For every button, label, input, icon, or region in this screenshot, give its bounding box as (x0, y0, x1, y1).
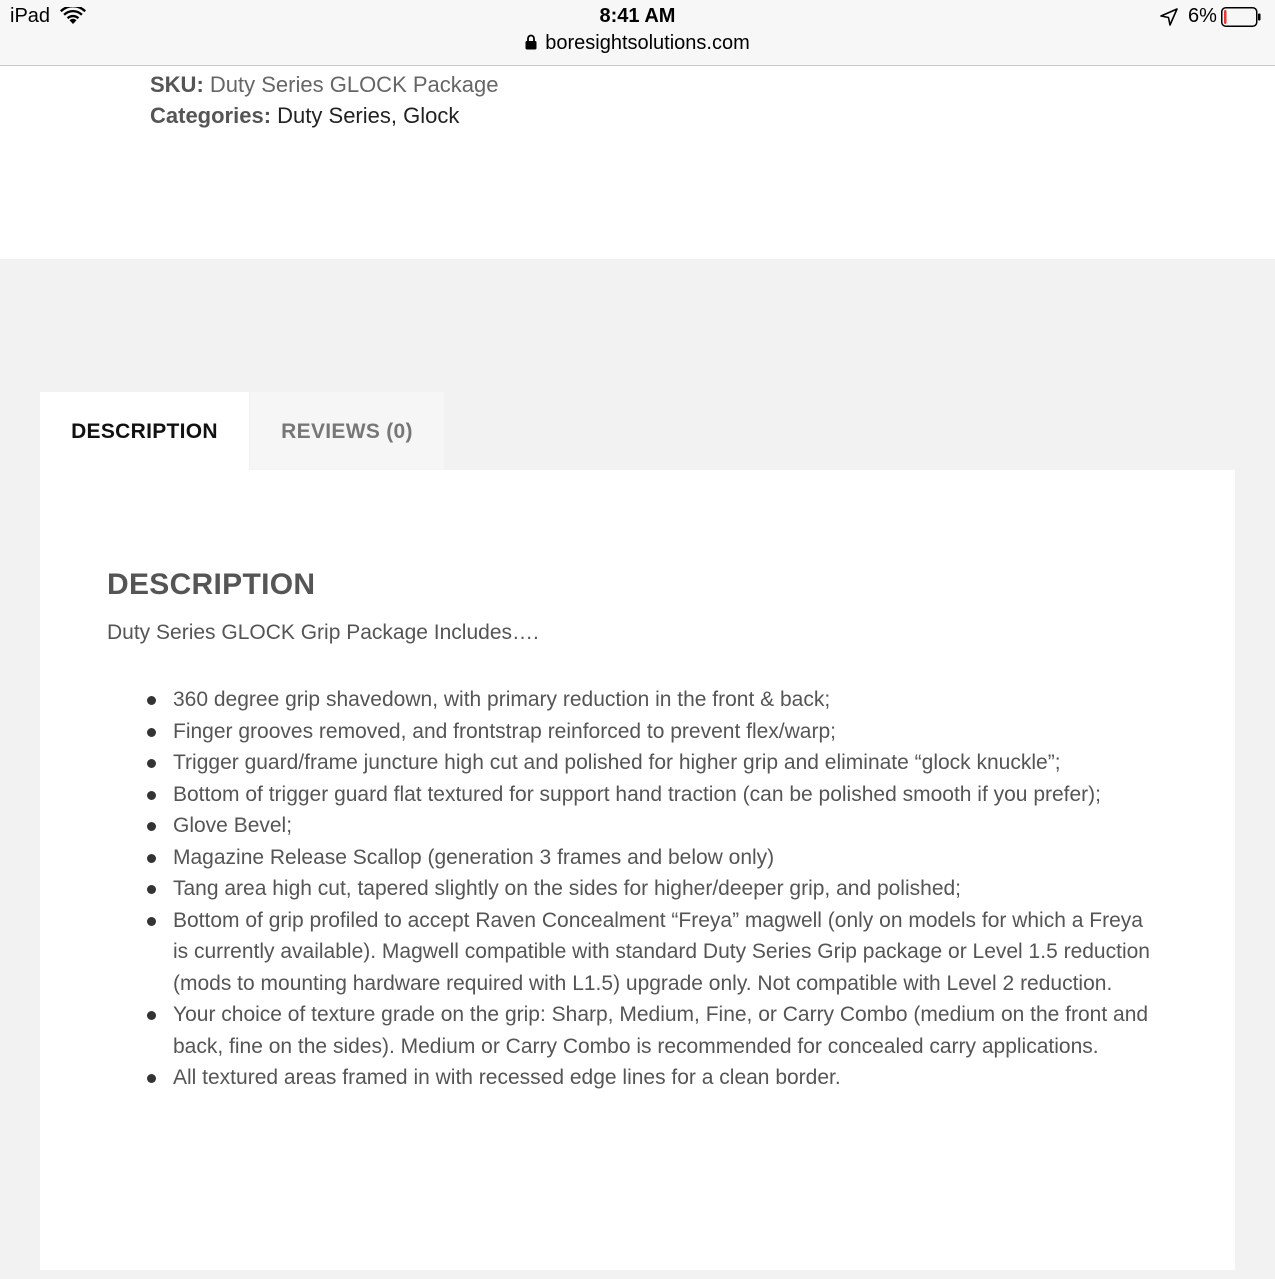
category-link-glock[interactable]: Glock (403, 103, 460, 128)
tab-description[interactable]: DESCRIPTION (40, 392, 249, 470)
lock-icon (525, 34, 537, 50)
list-item: 360 degree grip shavedown, with primary reduction in the front & back; (173, 684, 1163, 716)
categories-line (150, 103, 459, 129)
location-arrow-icon (1160, 8, 1178, 26)
sku-line (150, 72, 498, 98)
category-separator: , (390, 103, 398, 128)
list-item: Magazine Release Scallop (generation 3 frames and below only) (173, 842, 1163, 874)
list-item: Bottom of grip profiled to accept Raven Concealment “Freya” magwell (only on models for which a Freya is currently available). Magwell compatible with standard Duty Series Grip package or Level 1.5 reduction (mods to mounting hardware required with L1.5) upgrade only. Not compatible with Level 2 reduction. (173, 905, 1163, 1000)
status-time: 8:41 AM (599, 5, 676, 27)
description-intro: Duty Series GLOCK Grip Package Includes…. (107, 621, 539, 644)
list-item: Bottom of trigger guard flat textured for support hand traction (can be polished smooth if you prefer); (173, 779, 1163, 811)
sku-label: SKU: (150, 72, 204, 97)
feature-list (173, 684, 1163, 1094)
tab-reviews[interactable]: REVIEWS (0) (250, 392, 444, 470)
sku-value: Duty Series GLOCK Package (209, 72, 499, 97)
list-item: Your choice of texture grade on the grip: Sharp, Medium, Fine, or Carry Combo (medium on the front and back, fine on the sides). Medium or Carry Combo is recommended for concealed carry applications. (173, 999, 1163, 1062)
address-bar[interactable] (0, 32, 1275, 55)
categories-label: Categories: (150, 103, 272, 128)
product-meta (0, 66, 1275, 259)
list-item: Trigger guard/frame juncture high cut and polished for higher grip and eliminate “glock knuckle”; (173, 747, 1163, 779)
battery-icon (1221, 7, 1261, 27)
battery-fill (1224, 10, 1227, 24)
category-link-duty-series[interactable]: Duty Series (277, 103, 391, 128)
list-item: Glove Bevel; (173, 810, 1163, 842)
battery-percent: 6% (1188, 5, 1217, 27)
description-panel (40, 470, 1235, 1270)
list-item: Finger grooves removed, and frontstrap reinforced to prevent flex/warp; (173, 716, 1163, 748)
device-name: iPad (10, 5, 51, 27)
page-url: boresightsolutions.com (545, 32, 750, 54)
list-item: Tang area high cut, tapered slightly on the sides for higher/deeper grip, and polished; (173, 873, 1163, 905)
description-heading: DESCRIPTION (107, 568, 316, 601)
list-item: All textured areas framed in with recessed edge lines for a clean border. (173, 1062, 1163, 1094)
browser-top-bar (0, 0, 1275, 66)
